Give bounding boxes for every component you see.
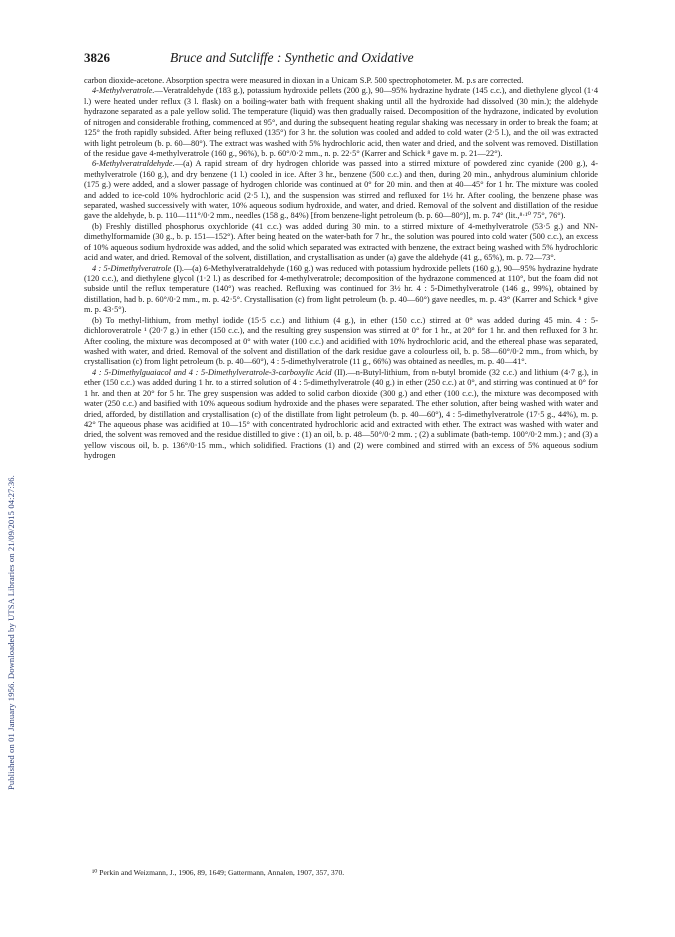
running-title: Bruce and Sutcliffe : Synthetic and Oxidative: [170, 50, 414, 65]
footnote: ¹⁰ Perkin and Weizmann, J., 1906, 89, 1649; Gattermann, Annalen, 1907, 357, 370.: [92, 868, 345, 877]
page-number: 3826: [84, 50, 110, 65]
paragraph: (b) To methyl-lithium, from methyl iodide (15·5 c.c.) and lithium (4 g.), in ether (150 c.c.) stirred at 0° was added during 45 min. 4 : 5-dichloroveratrole ¹ (20·7 g.) in ether (150 c.c.), and the resulting grey suspension was stirred at 0° for 1 hr., at 20° for 1 hr. and then refluxed for 3 hr. After cooling, the mixture was decomposed at 0° with water (100 c.c.) and acidified with 10% hydrochloric acid, and the ethereal phase was separated, washed with water, and dried. Removal of the solvent and distillation of the dark residue gave a colourless oil, b. p. 58—60°/0·2 mm., from which, by crystallisation (c) from light petroleum (b. p. 40—60°), 4 : 5-dimethylveratrole (11 g., 66%) was obtained as needles, m. p. 40—41°.: [84, 315, 598, 367]
paragraph: 4-Methylveratrole.—Veratraldehyde (183 g.), potassium hydroxide pellets (200 g.), 90—95% hydrazine hydrate (145 c.c.), and diethylene glycol (1·4 l.) were heated under reflux (3 l. flask) on a boiling-water bath with frequent shaking until all the hydroxide had dissolved (30 min.); the aldehyde hydrazone separated as a pale yellow solid. The temperature (liquid) was then gradually raised. Decomposition of the hydrazone, indicated by evolution of nitrogen and considerable frothing, commenced at 95°, and during the subsequent heating regular shaking was necessary in order to break the foam; at 125° the froth rapidly subsided. After being refluxed (135°) for 3 hr. the solution was cooled and added to cold water (2·5 l.), and the oil was extracted with light petroleum (b. p. 60—80°). The extract was washed with 5% hydrochloric acid, then water and dried, and the solvent was removed. Distillation of the residue gave 4-methylveratrole (160 g., 96%), b. p. 60°/0·2 mm., n. p. 22·5° (Karrer and Schick ⁸ gave m. p. 21—22°).: [84, 86, 598, 158]
section-heading: 4 : 5-Dimethylveratrole: [92, 263, 172, 273]
section-heading: 4 : 5-Dimethylguaiacol and 4 : 5-Dimethylveratrole-3-carboxylic Acid: [92, 367, 332, 377]
section-heading: 6-Methylveratraldehyde.: [92, 159, 175, 169]
article-body: [84, 76, 598, 462]
page-header: [84, 50, 604, 70]
paragraph: carbon dioxide-acetone. Absorption spectra were measured in dioxan in a Unicam S.P. 500 spectrophotometer. M. p.s are corrected.: [84, 76, 524, 85]
download-watermark: [6, 170, 20, 790]
section-heading: 4-Methylveratrole.: [92, 86, 155, 96]
paragraph: 4 : 5-Dimethylguaiacol and 4 : 5-Dimethylveratrole-3-carboxylic Acid (II).—n-Butyl-lithium, from n-butyl bromide (32 c.c.) and lithium (4·7 g.), in ether (150 c.c.) was added during 1 hr. to a stirred solution of 4 : 5-dimethylveratrole (40 g.) in ether (250 c.c.) at 0°, and stirring was continued at 0° for 1 hr. and then at 20° for 5 hr. The grey suspension was added to solid carbon dioxide (300 g.) and ether (100 c.c.), the mixture was decomposed with water (250 c.c.) and basified with 10% aqueous sodium hydroxide and the phases were separated. The ether solution, after being washed with water and dried, afforded, by distillation and crystallisation (c) of the distillate from light petroleum (b. p. 40—60°), 4 : 5-dimethylveratrole (17·5 g., 44%), m. p. 42° The aqueous phase was acidified at 10—15° with concentrated hydrochloric acid and extracted with ether. The extract was washed with water and dried, the solvent was removed and the residue distilled to give : (1) an oil, b. p. 48—50°/0·2 mm. ; (2) a sublimate (bath-temp. 100°/0·2 mm.) ; and (3) a yellow viscous oil, b. p. 136°/0·15 mm., which solidified. Fractions (1) and (2) were combined and stirred with an excess of 5% aqueous sodium hydrogen: [84, 367, 598, 461]
download-watermark-text: Published on 01 January 1956. Downloaded by UTSA Libraries on 21/09/2015 04:27:36.: [6, 475, 16, 790]
paragraph: (b) Freshly distilled phosphorus oxychloride (41 c.c.) was added during 30 min. to a stirred mixture of 4-methylveratrole (53·5 g.) and NN-dimethylformamide (30 g., b. p. 151—152°). After being heated on the water-bath for 7 hr., the solution was poured into cold water (500 c.c.), an excess of 10% aqueous sodium hydroxide was added, and the solid which separated was extracted with benzene, the extract being washed with 5% hydrochloric acid and water, and dried. Removal of the solvent, distillation, and crystallisation as under (a) gave the aldehyde (41 g., 65%), m. p. 72—73°.: [84, 221, 598, 263]
paragraph: 6-Methylveratraldehyde.—(a) A rapid stream of dry hydrogen chloride was passed into a stirred mixture of powdered zinc cyanide (200 g.), 4-methylveratrole (160 g.), and dry benzene (1 l.) cooled in ice. After 3 hr., benzene (500 c.c.) and then, during 20 min., anhydrous aluminium chloride (175 g.) were added, and a slower passage of hydrogen chloride was continued at 0° for 20 min. and then at 40—45° for 1 hr. The mixture was cooled and added to ice-cold 10% hydrochloric acid (2·5 l.), and the suspension was stirred and refluxed for 1½ hr. After cooling, the benzene phase was separated, washed successively with water, 10% aqueous sodium hydroxide, and water, and dried. Removal of the solvent and distillation of the residue gave the aldehyde, b. p. 110—111°/0·2 mm., needles (158 g., 84%) [from benzene-light petroleum (b. p. 60—80°)], m. p. 74° (lit.,⁸·¹⁰ 75°, 76°).: [84, 159, 598, 221]
paragraph: 4 : 5-Dimethylveratrole (I).—(a) 6-Methylveratraldehyde (160 g.) was reduced with potassium hydroxide pellets (160 g.), 90—95% hydrazine hydrate (120 c.c.), and diethylene glycol (1·2 l.) as described for 4-methylveratrole; decomposition of the hydrazone commenced at 110°, but the foam did not subside until the reflux temperature (140°) was reached. Refluxing was continued for 3½ hr. 4 : 5-Dimethylveratrole (146 g., 99%), obtained by distillation, had b. p. 60°/0·2 mm., m. p. 42·5°. Crystallisation (c) from light petroleum (b. p. 40—60°) gave needles, m. p. 43° (Karrer and Schick ⁸ give m. p. 43·5°).: [84, 263, 598, 315]
